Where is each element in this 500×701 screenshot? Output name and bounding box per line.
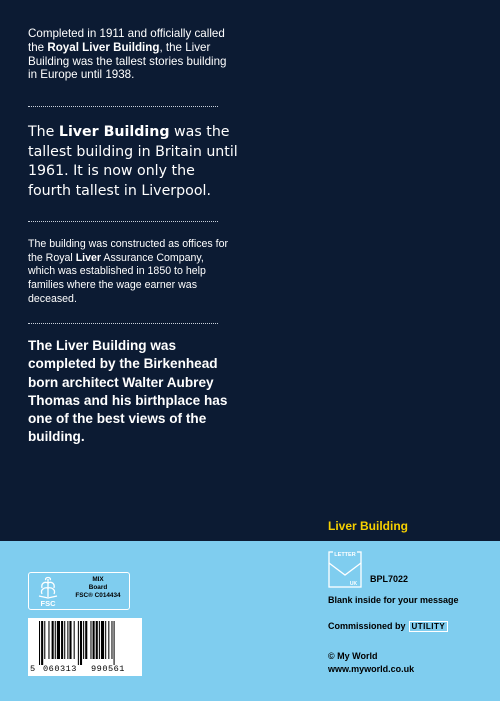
barcode-bar [52,621,54,659]
fsc-logo-text: FSC [40,599,56,608]
barcode-bar [69,621,71,659]
fact-1 [28,27,228,82]
utility-logo: UTILITY [409,621,449,632]
fact-3-bold: Liver [75,251,102,264]
barcode-bar [99,621,100,659]
barcode-right-digits: 990561 [91,664,125,674]
barcode-bar [67,621,68,659]
fact-3-text-end: Assurance Company, which was established in 1850 to help families where the wage earner was deceased. [28,251,206,305]
barcode-bar [80,621,82,665]
barcode-bars-icon [28,621,142,668]
barcode-bar [83,621,84,659]
fsc-mix-label: MIX [92,576,104,583]
fsc-tree-logo-icon [34,576,62,608]
barcode-bar [93,621,95,659]
barcode-bar [61,621,63,659]
barcode-first-digit: 5 [30,664,36,674]
fact-2-bold: Liver Building [58,124,170,140]
barcode-bar [101,621,104,659]
letter-icon-bottom-label: UK [349,581,358,587]
barcode-bar [111,621,112,659]
fsc-license-code: FSC® C014434 [75,592,121,600]
product-code: BPL7022 [370,574,409,584]
barcode-bar [74,621,75,659]
barcode-bar [96,621,98,659]
barcode-bar [85,621,87,659]
copyright: © My World [328,651,378,661]
fact-1-text-end: , the Liver Building was the tallest stories building in Europe until 1938. [28,40,227,82]
fsc-details [65,576,131,601]
barcode-bar [41,621,43,665]
fact-3-text: The building was constructed as offices for the Royal [28,238,229,264]
fact-1-text: Completed in 1911 and officially called the [28,27,225,54]
dotted-divider [28,323,218,324]
dotted-divider [28,106,218,107]
dotted-divider [28,221,218,222]
commissioned-by [328,621,448,632]
barcode-bar [114,621,115,665]
fact-4: The Liver Building was completed by the Birkenhead born architect Walter Aubrey Thomas and his birthplace has one of the best views of the building. [28,338,228,445]
barcode [28,618,142,676]
barcode-bar [39,621,40,665]
barcode-bar [78,621,79,665]
website-url: www.myworld.co.uk [328,664,415,674]
barcode-bar [105,621,106,659]
fact-2-text: The [28,124,59,140]
barcode-bar [55,621,56,659]
barcode-bar [44,621,45,659]
commissioned-by-label: Commissioned by [328,621,406,631]
fsc-board-label: Board [88,584,108,592]
fsc-certification-box [28,572,130,610]
fact-3 [28,238,228,307]
letter-envelope-icon [328,548,362,588]
barcode-bar [64,621,65,659]
fact-2 [28,123,238,201]
card-title-text: Liver Building [328,519,409,533]
barcode-bar [90,621,91,659]
blank-inside-note: Blank inside for your message [328,595,459,605]
letter-icon-top-label: LETTER [334,552,356,558]
barcode-bar [57,621,60,659]
barcode-bar [108,621,109,659]
card-title [328,519,408,533]
fact-1-bold: Royal Liver Building [47,40,160,54]
barcode-bar [48,621,49,659]
fact-2-text-end: was the tallest building in Britain until 1961. It is now only the fourth tallest in Liverpool. [28,124,238,199]
barcode-left-digits: 060313 [43,664,77,674]
